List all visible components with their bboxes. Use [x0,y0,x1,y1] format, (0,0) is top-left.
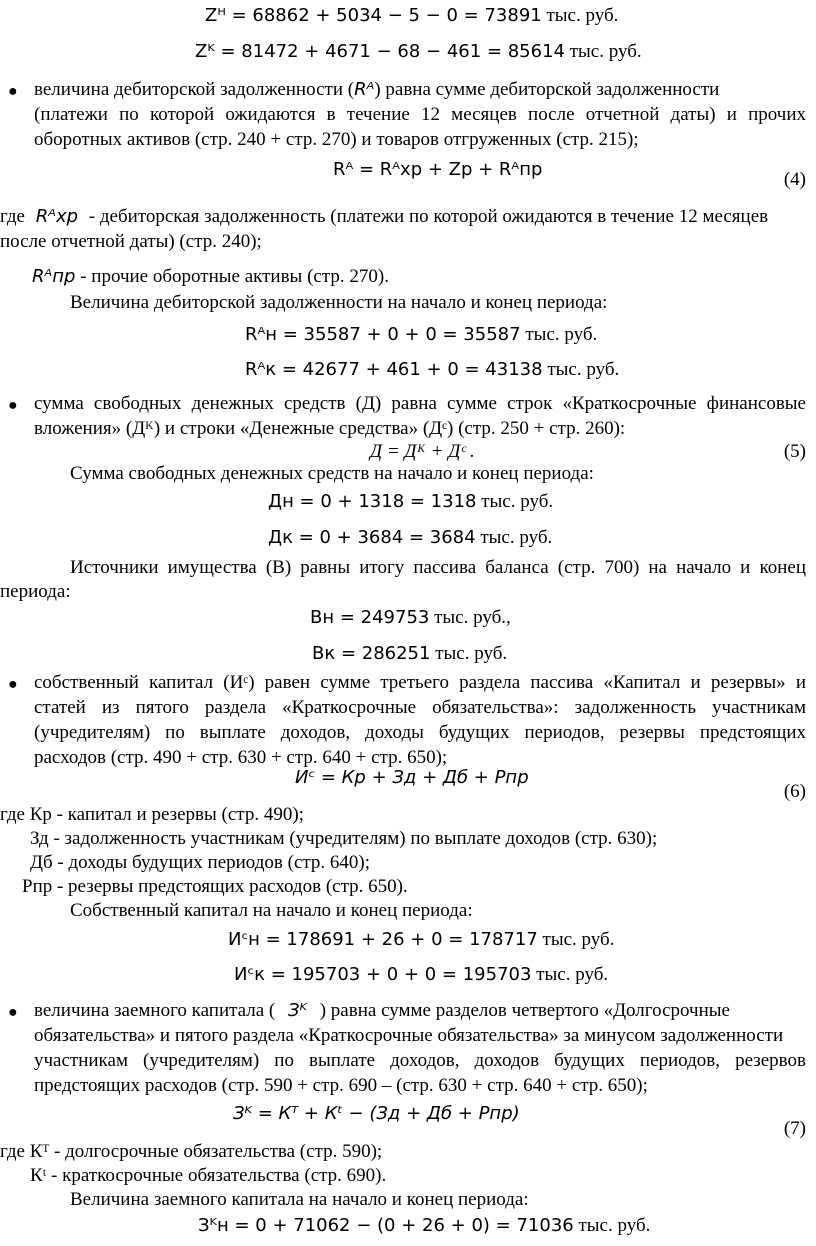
formula: Вн = 249753 [310,607,430,628]
text: величина заемного капитала ( [34,1000,276,1021]
b3-line3: (учредителям) по выплате доходов, доходы будущих периодов, резервы предстоящих [34,722,806,743]
unit: тыс. руб. [525,324,598,345]
formula-zk-def: Зᴷ = Кᵀ + Кᵗ − (Зд + Дб + Рпр) [233,1103,520,1124]
formula-ra-n [245,323,597,347]
formula-ic-k [234,963,608,987]
formula: Дн = 0 + 1318 = 1318 [268,491,477,512]
formula-ra-def: Rᴬ = Rᴬхр + Zр + Rᴬпр [333,159,543,180]
bullet-icon: ● [8,676,18,693]
formula-zn [205,4,618,28]
b2-line1: сумма свободных денежных средств (Д) равна сумме строк «Краткосрочные финансовые [34,393,806,414]
unit: тыс. руб. [546,5,619,26]
formula: Зᴷн = 0 + 71062 − (0 + 26 + 0) = 71036 [198,1215,574,1236]
formula-v-k [312,642,507,666]
unit: тыс. руб. [578,1215,651,1236]
v-line2: периода: [0,581,71,602]
b4-line4: предстоящих расходов (стр. 590 + стр. 690 – (стр. 630 + стр. 640 + стр. 650); [34,1075,648,1096]
b1-line2: (платежи по которой ожидаются в течение 12 месяцев после отчетной даты) и прочих [34,104,806,125]
text: величина дебиторской задолженности ( [34,79,355,100]
text: - дебиторская задолженность (платежи по которой ожидаются в течение 12 месяцев [88,206,769,227]
symbol: Rᴬхр [35,206,79,227]
formula: Rᴬн = 35587 + 0 + 0 = 35587 [245,324,521,345]
b2-line2: вложения» (Дᴷ) и строки «Денежные средства» (Дᶜ) (стр. 250 + стр. 260): [34,418,626,439]
text: ) равна сумме разделов четвертого «Долгосрочные [319,1000,730,1021]
formula-zk [195,40,642,64]
unit: тыс. руб. [569,41,642,62]
b3-line4: расходов (стр. 490 + стр. 630 + стр. 640 + стр. 650); [34,747,448,768]
text: - прочие оборотные активы (стр. 270). [80,266,389,287]
ic-intro: Собственный капитал на начало и конец периода: [70,900,473,921]
bullet-icon: ● [8,397,18,414]
bullet-icon: ● [8,83,18,100]
formula: Дк = 0 + 3684 = 3684 [268,527,476,548]
d-intro: Сумма свободных денежных средств на начало и конец периода: [70,463,594,484]
v-line1: Источники имущества (В) равны итогу пассива баланса (стр. 700) на начало и конец [70,557,806,578]
eq-number: (6) [783,781,806,802]
formula-ra-k [245,358,619,382]
gde1-line2: после отчетной даты) (стр. 240); [0,231,262,252]
unit: тыс. руб. [480,527,553,548]
zk-intro: Величина заемного капитала на начало и конец периода: [70,1189,529,1210]
text: ) равна сумме дебиторской задолженности [374,79,720,100]
text: где [0,206,25,227]
b3-line2: статей из пятого раздела «Краткосрочные обязательства»: задолженность участникам [34,697,806,718]
b3-line1: собственный капитал (Иᶜ) равен сумме третьего раздела пассива «Капитал и резервы» и [34,672,806,693]
b4-line1 [34,999,806,1023]
g-kt2: Кᵗ - краткосрочные обязательства (стр. 690). [30,1165,387,1186]
unit: тыс. руб., [434,607,511,628]
formula-d-def: Д = Дᴷ + Дᶜ . [370,441,475,462]
symbol: Rᴬпр [32,266,76,287]
formula: Zᴷ = 81472 + 4671 − 68 − 461 = 85614 [195,41,565,62]
formula: Иᶜк = 195703 + 0 + 0 = 195703 [234,964,532,985]
eq-number: (4) [783,169,806,190]
formula: Rᴬк = 42677 + 461 + 0 = 43138 [245,359,543,380]
symbol: Зᴷ [288,1000,307,1021]
formula-ic-def: Иᶜ = Кр + Зд + Дб + Рпр [295,767,529,788]
b1-line1 [34,78,806,102]
eq-number: (7) [783,1118,806,1139]
g-rpr: Рпр - резервы предстоящих расходов (стр. 650). [22,876,408,897]
unit: тыс. руб. [542,929,615,950]
g-db: Дб - доходы будущих периодов (стр. 640); [30,852,371,873]
g-kt: где Кᵀ - долгосрочные обязательства (стр. 590); [0,1141,383,1162]
ra-intro: Величина дебиторской задолженности на начало и конец периода: [70,292,608,313]
unit: тыс. руб. [435,643,508,664]
formula-ic-n [228,928,614,952]
eq-number: (5) [783,441,806,462]
b4-line3: участникам (учредителям) по выплате доходов, доходов будущих периодов, резервов [34,1050,806,1071]
formula: Иᶜн = 178691 + 26 + 0 = 178717 [228,929,538,950]
bullet-icon: ● [8,1004,18,1021]
formula-d-n [268,490,553,514]
unit: тыс. руб. [481,491,554,512]
g-kr: где Кр - капитал и резервы (стр. 490); [0,804,304,825]
gde1-line1 [0,205,806,229]
unit: тыс. руб. [547,359,620,380]
formula: Zᴴ = 68862 + 5034 − 5 − 0 = 73891 [205,5,542,26]
formula: Вк = 286251 [312,643,431,664]
formula-d-k [268,526,552,550]
b4-line2: обязательства» и пятого раздела «Краткосрочные обязательства» за минусом задолженности [34,1025,784,1046]
g-zd: Зд - задолженность участникам (учредителям) по выплате доходов (стр. 630); [30,828,658,849]
symbol: Rᴬ [354,79,375,100]
formula-v-n [310,606,511,630]
formula-zk-n [198,1214,650,1238]
unit: тыс. руб. [536,964,609,985]
rpr-line [32,265,389,289]
b1-line3: оборотных активов (стр. 240 + стр. 270) и товаров отгруженных (стр. 215); [34,129,639,150]
